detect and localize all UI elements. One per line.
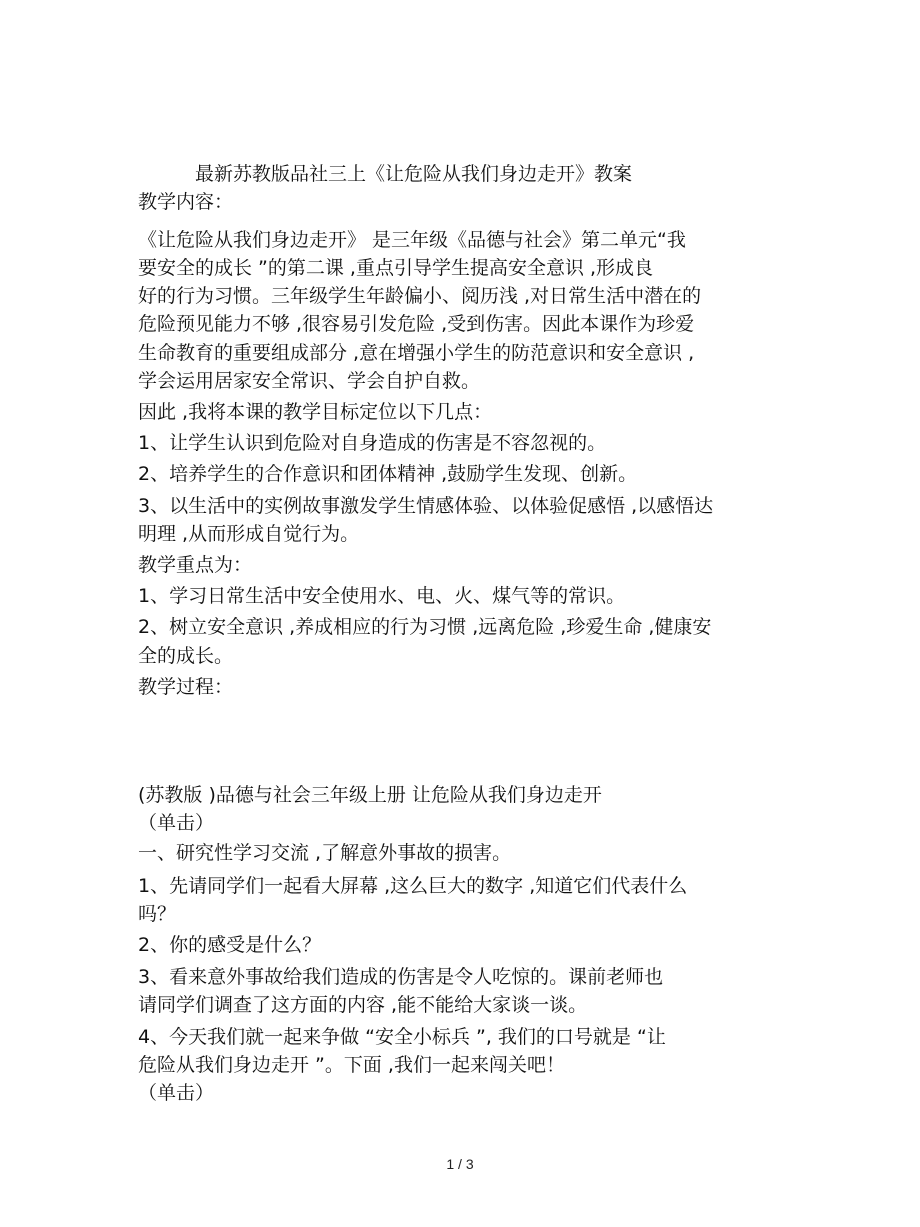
list-item: 全的成长。: [138, 645, 234, 667]
paragraph-line: 因此 ,我将本课的教学目标定位以下几点：: [138, 401, 493, 423]
section-heading: 一、研究性学习交流 ,了解意外事故的损害。: [138, 842, 512, 864]
document-title: 最新苏教版品社三上《让危险从我们身边走开》教案: [195, 163, 633, 185]
list-item: 明理 ,从而形成自觉行为。: [138, 523, 360, 545]
section-heading: 教学内容：: [138, 191, 234, 213]
list-item: 请同学们调查了这方面的内容 ,能不能给大家谈一谈。: [138, 994, 588, 1016]
page-number: 1 / 3: [446, 1156, 474, 1172]
paragraph-line: 好的行为习惯。三年级学生年龄偏小、阅历浅 ,对日常生活中潜在的: [138, 285, 702, 307]
list-item: 3、看来意外事故给我们造成的伤害是令人吃惊的。课前老师也: [138, 966, 664, 988]
click-note: （单击）: [138, 812, 215, 834]
click-note: （单击）: [138, 1082, 215, 1104]
paragraph-line: 生命教育的重要组成部分 ,意在增强小学生的防范意识和安全意识 ,: [138, 342, 695, 364]
section-heading: 教学过程：: [138, 676, 234, 698]
list-item: 2、培养学生的合作意识和团体精神 ,鼓励学生发现、创新。: [138, 463, 638, 485]
paragraph-line: 《让危险从我们身边走开》 是三年级《品德与社会》第二单元“我: [138, 229, 686, 251]
list-item: 2、你的感受是什么？: [138, 934, 322, 956]
list-item: 2、树立安全意识 ,养成相应的行为习惯 ,远离危险 ,珍爱生命 ,健康安: [138, 616, 712, 638]
paragraph-line: 要安全的成长 ”的第二课 ,重点引导学生提高安全意识 ,形成良: [138, 257, 654, 279]
list-item: 1、学习日常生活中安全使用水、电、火、煤气等的常识。: [138, 585, 626, 607]
list-item: 吗？: [138, 903, 177, 925]
list-item: 1、让学生认识到危险对自身造成的伤害是不容忽视的。: [138, 432, 607, 454]
paragraph-line: 危险预见能力不够 ,很容易引发危险 ,受到伤害。因此本课作为珍爱: [138, 313, 695, 335]
list-item: 危险从我们身边走开 ”。下面 ,我们一起来闯关吧！: [138, 1054, 565, 1076]
paragraph-line: 学会运用居家安全常识、学会自护自救。: [138, 370, 481, 392]
list-item: 1、先请同学们一起看大屏幕 ,这么巨大的数字 ,知道它们代表什么: [138, 875, 688, 897]
list-item: 4、今天我们就一起来争做 “安全小标兵 ”, 我们的口号就是 “让: [138, 1026, 666, 1048]
lesson-header: (苏教版 )品德与社会三年级上册 让危险从我们身边走开: [138, 784, 602, 806]
section-heading: 教学重点为：: [138, 554, 253, 576]
list-item: 3、以生活中的实例故事激发学生情感体验、以体验促感悟 ,以感悟达: [138, 495, 714, 517]
